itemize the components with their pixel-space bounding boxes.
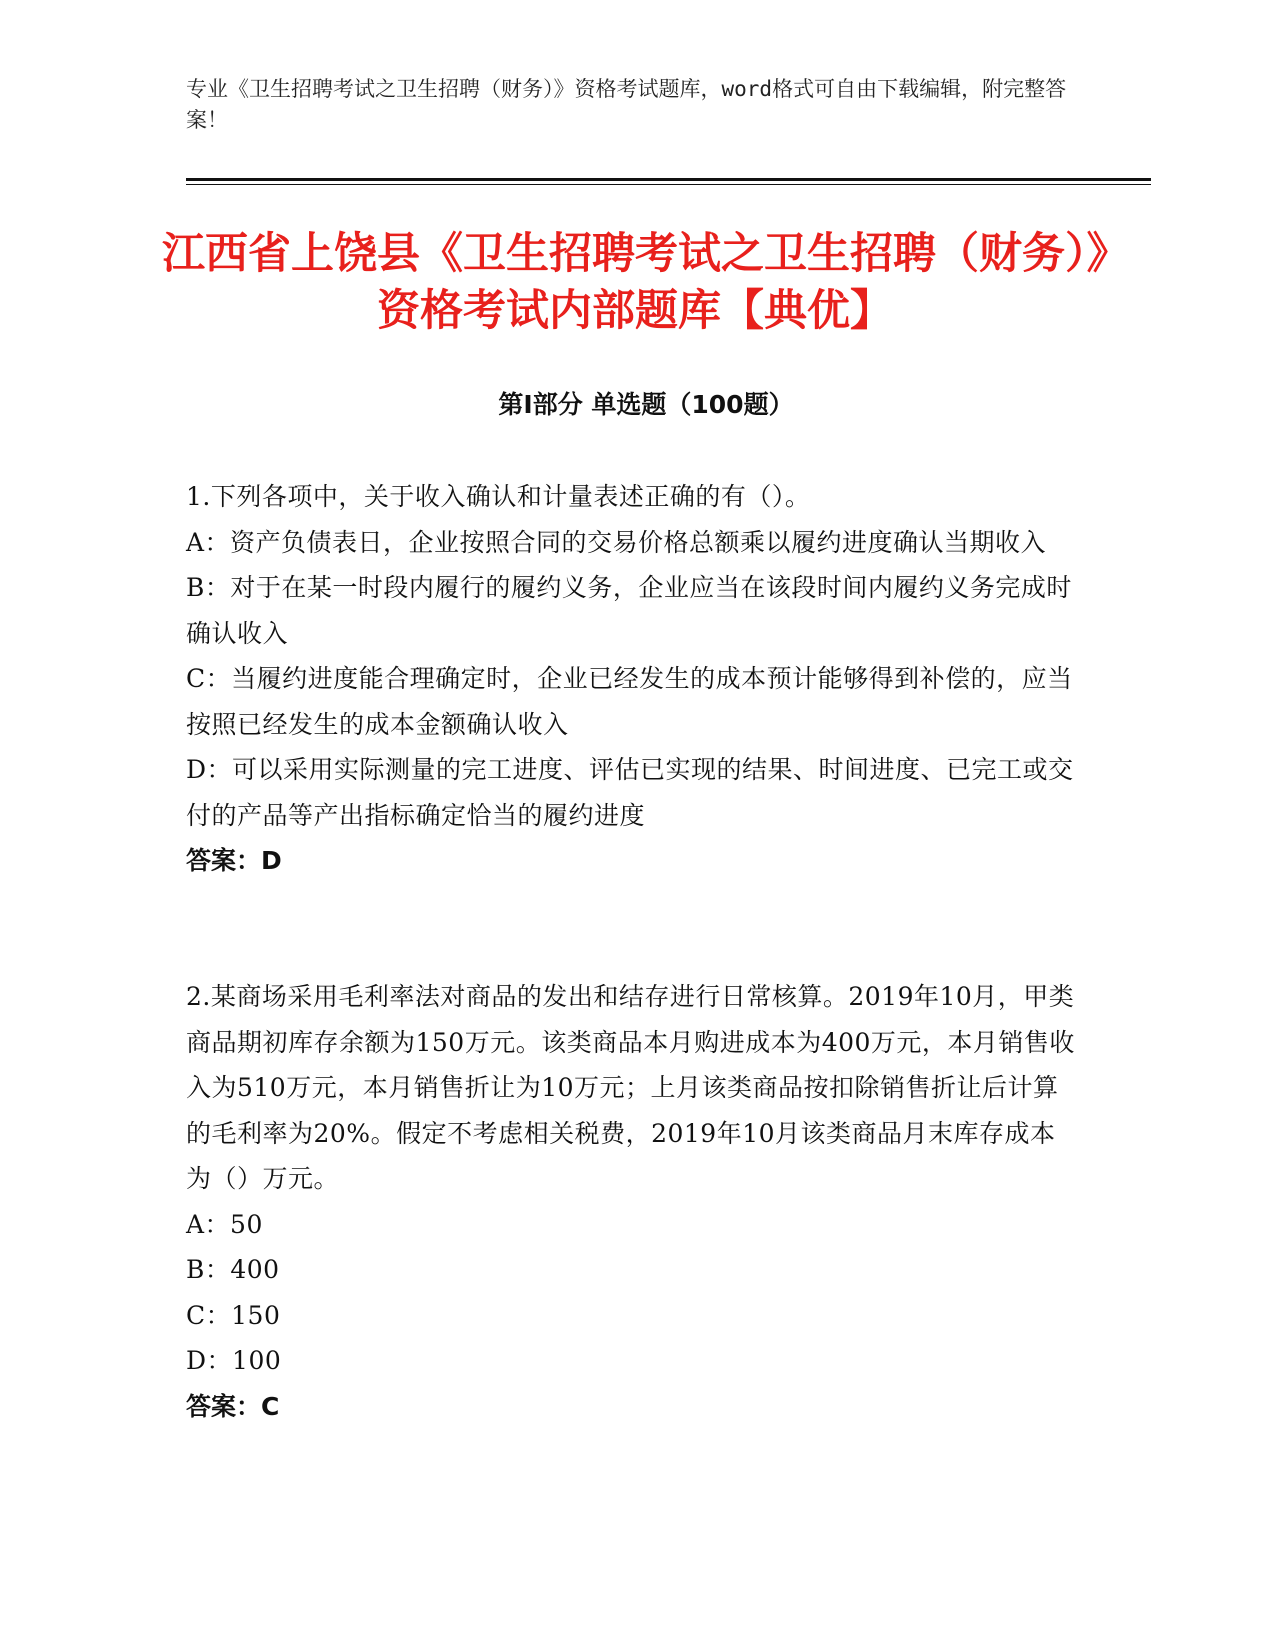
answer: 答案：D: [186, 846, 282, 875]
header-note: 专业《卫生招聘考试之卫生招聘（财务）》资格考试题库，word格式可自由下载编辑，附完整答案！: [186, 77, 1067, 132]
option-c: C：当履约进度能合理确定时，企业已经发生的成本预计能够得到补偿的，应当按照已经发生的成本金额确认收入: [186, 664, 1073, 739]
question-2: [186, 974, 1076, 1429]
question-stem: 2.某商场采用毛利率法对商品的发出和结存进行日常核算。2019年10月，甲类商品期初库存余额为150万元。该类商品本月购进成本为400万元，本月销售收入为510万元，本月销售折让为10万元；上月该类商品按扣除销售折让后计算的毛利率为20%。假定不考虑相关税费，2019年10月该类商品月末库存成本为（）万元。: [186, 982, 1075, 1193]
option-d: D：可以采用实际测量的完工进度、评估已实现的结果、时间进度、已完工或交付的产品等产出指标确定恰当的履约进度: [186, 755, 1074, 830]
answer: 答案：C: [186, 1391, 280, 1421]
option-d: D：100: [186, 1346, 282, 1375]
option-b: B：400: [186, 1255, 280, 1284]
document-title: 江西省上饶县《卫生招聘考试之卫生招聘（财务）》资格考试内部题库【典优】: [162, 229, 1108, 336]
header-divider-thick: [186, 178, 1151, 181]
header-divider-thin: [186, 184, 1151, 185]
option-c: C：150: [186, 1300, 281, 1330]
question-1: [186, 474, 1076, 884]
option-a: A：资产负债表日，企业按照合同的交易价格总额乘以履约进度确认当期收入: [186, 527, 1047, 557]
question-stem: 1.下列各项中，关于收入确认和计量表述正确的有（）。: [186, 482, 811, 511]
option-a: A：50: [186, 1209, 263, 1239]
section-title: 第I部分 单选题（100题）: [498, 390, 794, 419]
option-b: B：对于在某一时段内履行的履约义务，企业应当在该段时间内履约义务完成时确认收入: [186, 573, 1072, 648]
